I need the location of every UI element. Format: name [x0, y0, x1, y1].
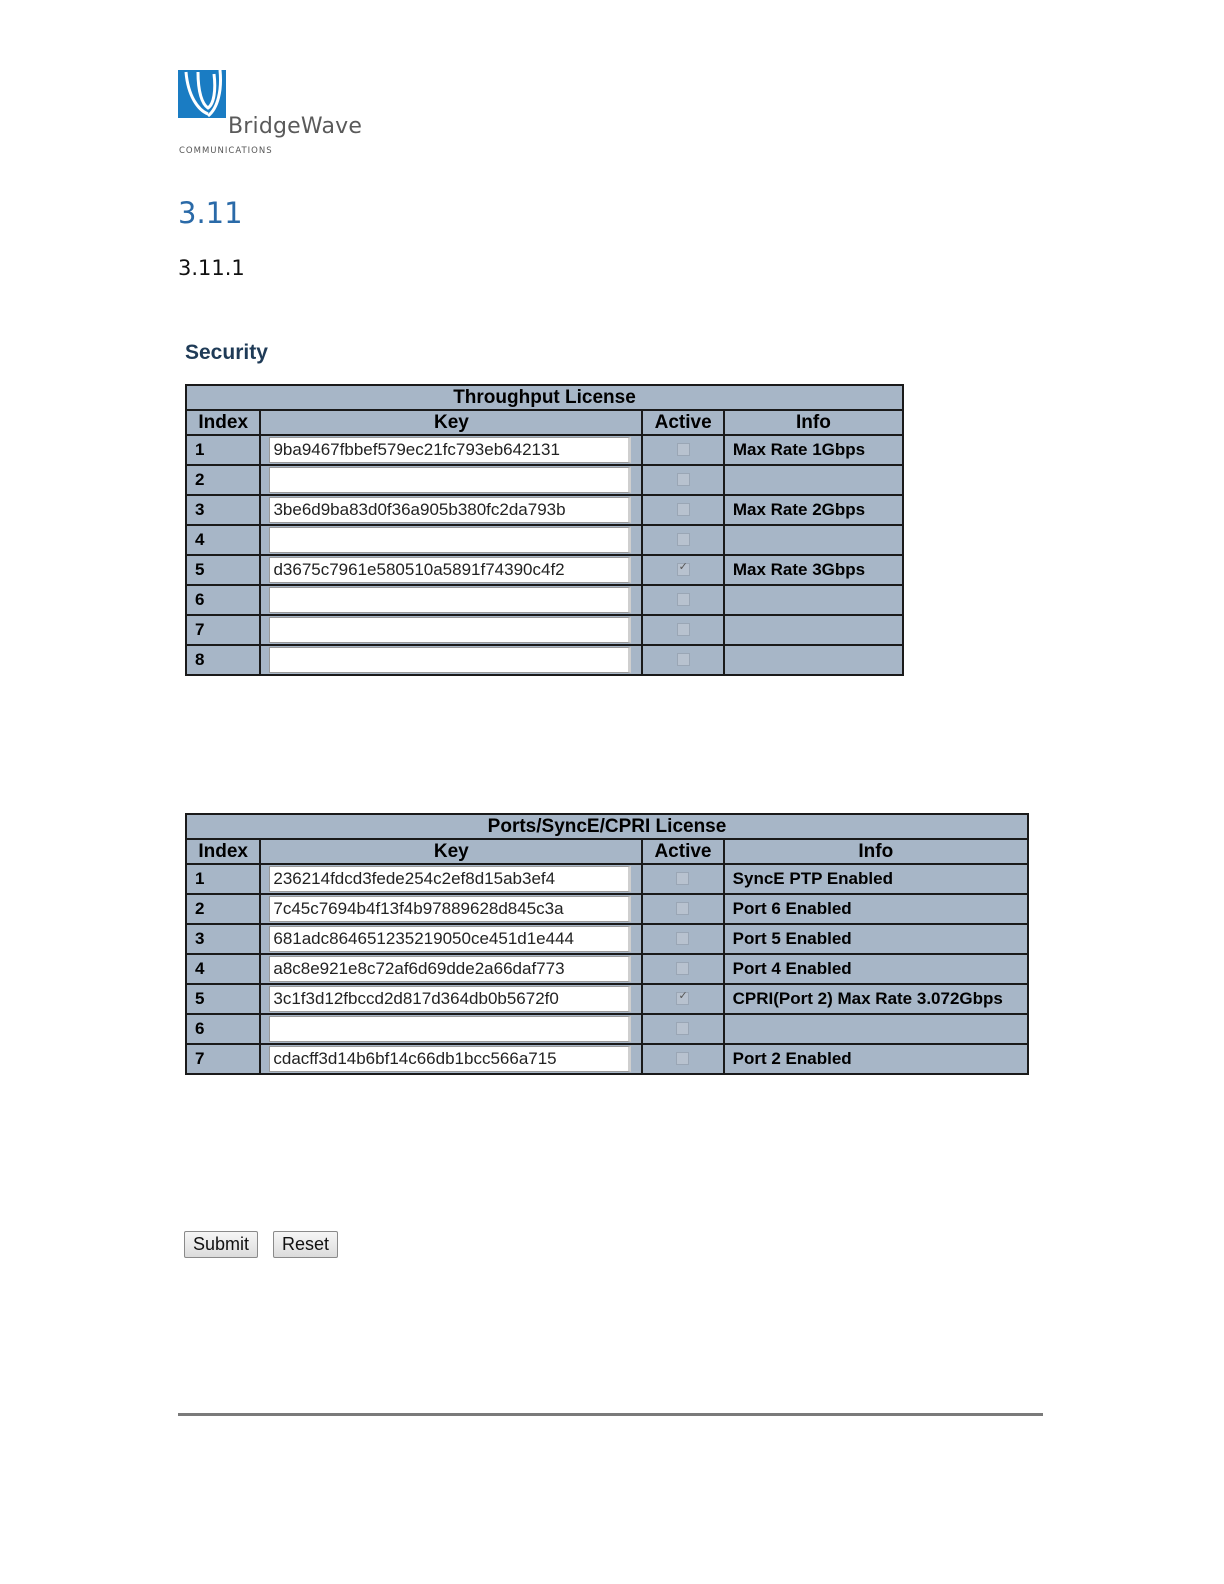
license-key-input[interactable] — [269, 587, 631, 613]
row-index: 4 — [186, 525, 260, 555]
table-row — [186, 924, 1028, 954]
active-checkbox[interactable] — [676, 872, 689, 885]
row-index: 6 — [186, 1014, 260, 1044]
active-checkbox[interactable] — [677, 533, 690, 546]
section-heading: 3.11 — [178, 196, 243, 230]
active-cell — [642, 894, 723, 924]
active-cell — [642, 924, 723, 954]
key-cell — [260, 435, 642, 465]
license-key-input[interactable] — [269, 617, 631, 643]
active-cell — [642, 465, 723, 495]
license-key-input[interactable] — [269, 437, 631, 463]
row-index: 3 — [186, 495, 260, 525]
col-header-index: Index — [186, 410, 260, 435]
reset-button[interactable]: Reset — [273, 1231, 338, 1258]
row-index: 5 — [186, 555, 260, 585]
active-cell — [642, 984, 723, 1014]
active-cell — [642, 645, 723, 675]
row-info — [724, 1014, 1028, 1044]
table-row — [186, 465, 903, 495]
active-checkbox[interactable] — [677, 443, 690, 456]
active-checkbox[interactable] — [676, 932, 689, 945]
license-key-input[interactable] — [269, 986, 631, 1012]
active-checkbox[interactable] — [677, 473, 690, 486]
col-header-index: Index — [186, 839, 260, 864]
row-info: Max Rate 3Gbps — [724, 555, 903, 585]
logo-subtitle: COMMUNICATIONS — [179, 146, 273, 156]
key-cell — [260, 525, 642, 555]
table-row — [186, 1014, 1028, 1044]
active-checkbox[interactable] — [676, 1022, 689, 1035]
active-checkbox[interactable] — [676, 902, 689, 915]
row-info — [724, 525, 903, 555]
key-cell — [260, 924, 642, 954]
table-row — [186, 645, 903, 675]
col-header-active: Active — [642, 839, 723, 864]
ports-table-title: Ports/SyncE/CPRI License — [186, 814, 1028, 839]
table-row — [186, 555, 903, 585]
active-checkbox[interactable] — [676, 1052, 689, 1065]
logo-name: BridgeWave — [228, 114, 363, 139]
row-info: Max Rate 2Gbps — [724, 495, 903, 525]
license-key-input[interactable] — [269, 1046, 631, 1072]
row-index: 5 — [186, 984, 260, 1014]
key-cell — [260, 1044, 642, 1074]
active-cell — [642, 864, 723, 894]
row-index: 7 — [186, 615, 260, 645]
license-key-input[interactable] — [269, 497, 631, 523]
active-cell — [642, 615, 723, 645]
key-cell — [260, 984, 642, 1014]
table-row — [186, 954, 1028, 984]
table-row — [186, 1044, 1028, 1074]
active-checkbox[interactable] — [676, 962, 689, 975]
page-title: Security — [185, 341, 268, 364]
col-header-key: Key — [260, 839, 642, 864]
submit-button[interactable]: Submit — [184, 1231, 258, 1258]
ports-license-table — [185, 813, 1029, 1075]
table-row — [186, 525, 903, 555]
active-cell — [642, 1044, 723, 1074]
col-header-active: Active — [642, 410, 723, 435]
row-index: 1 — [186, 435, 260, 465]
active-checkbox[interactable] — [677, 653, 690, 666]
row-index: 6 — [186, 585, 260, 615]
col-header-info: Info — [724, 410, 903, 435]
active-checkbox[interactable] — [677, 503, 690, 516]
col-header-info: Info — [724, 839, 1028, 864]
row-info: Port 4 Enabled — [724, 954, 1028, 984]
row-info: Port 5 Enabled — [724, 924, 1028, 954]
bridgewave-logo-icon — [178, 70, 226, 118]
row-index: 8 — [186, 645, 260, 675]
row-index: 1 — [186, 864, 260, 894]
active-cell — [642, 1014, 723, 1044]
footer-divider — [178, 1413, 1043, 1416]
row-info — [724, 585, 903, 615]
active-cell — [642, 585, 723, 615]
table-row — [186, 495, 903, 525]
row-info — [724, 615, 903, 645]
row-info: Port 6 Enabled — [724, 894, 1028, 924]
license-key-input[interactable] — [269, 926, 631, 952]
active-checkbox[interactable] — [677, 593, 690, 606]
active-checkbox[interactable] — [677, 623, 690, 636]
row-index: 4 — [186, 954, 260, 984]
active-checkbox[interactable] — [676, 992, 689, 1005]
row-info — [724, 465, 903, 495]
active-cell — [642, 555, 723, 585]
row-info: Port 2 Enabled — [724, 1044, 1028, 1074]
col-header-key: Key — [260, 410, 642, 435]
row-info: CPRI(Port 2) Max Rate 3.072Gbps — [724, 984, 1028, 1014]
table-row — [186, 585, 903, 615]
active-checkbox[interactable] — [677, 563, 690, 576]
active-cell — [642, 435, 723, 465]
company-logo — [178, 70, 378, 160]
key-cell — [260, 555, 642, 585]
table-row — [186, 435, 903, 465]
subsection-heading: 3.11.1 — [178, 256, 245, 280]
row-index: 7 — [186, 1044, 260, 1074]
license-key-input[interactable] — [269, 647, 631, 673]
active-cell — [642, 954, 723, 984]
throughput-table-title: Throughput License — [186, 385, 903, 410]
key-cell — [260, 1014, 642, 1044]
table-row — [186, 894, 1028, 924]
license-key-input[interactable] — [269, 896, 631, 922]
license-key-input[interactable] — [269, 527, 631, 553]
row-index: 3 — [186, 924, 260, 954]
row-index: 2 — [186, 894, 260, 924]
row-info — [724, 645, 903, 675]
license-key-input[interactable] — [269, 467, 631, 493]
key-cell — [260, 615, 642, 645]
row-info: Max Rate 1Gbps — [724, 435, 903, 465]
license-key-input[interactable] — [269, 557, 631, 583]
key-cell — [260, 465, 642, 495]
key-cell — [260, 864, 642, 894]
key-cell — [260, 894, 642, 924]
active-cell — [642, 525, 723, 555]
table-row — [186, 864, 1028, 894]
table-row — [186, 984, 1028, 1014]
key-cell — [260, 585, 642, 615]
key-cell — [260, 495, 642, 525]
key-cell — [260, 954, 642, 984]
table-row — [186, 615, 903, 645]
license-key-input[interactable] — [269, 956, 631, 982]
license-key-input[interactable] — [269, 1016, 631, 1042]
row-index: 2 — [186, 465, 260, 495]
throughput-license-table — [185, 384, 904, 676]
row-info: SyncE PTP Enabled — [724, 864, 1028, 894]
key-cell — [260, 645, 642, 675]
active-cell — [642, 495, 723, 525]
license-key-input[interactable] — [269, 866, 631, 892]
